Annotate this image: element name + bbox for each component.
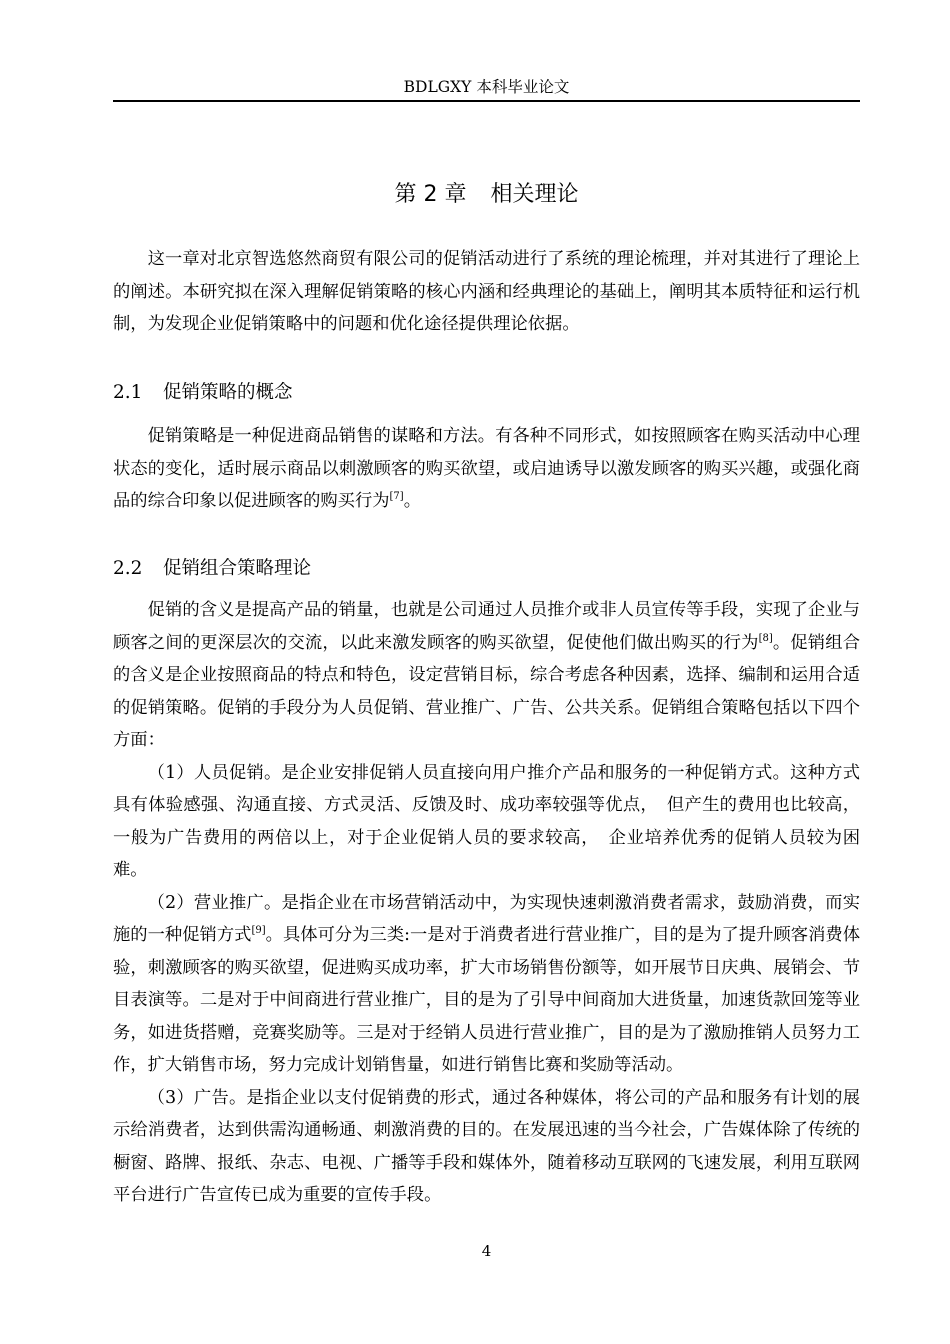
- section-2-2-paragraph: [113, 594, 860, 757]
- paragraph-text-continued: 。促销组合的含义是企业按照商品的特点和特色，设定营销目标，综合考虑各种因素，选择、编制和运用合适的促销策略。促销的手段分为人员促销、营业推广、广告、公共关系。促销组合策略包括以下四个方面：: [113, 632, 860, 750]
- chapter-title: 相关理论: [490, 182, 579, 207]
- paragraph-text: 促销的含义是提高产品的销量，也就是公司通过人员推介或非人员宣传等手段，实现了企业与顾客之间的更深层次的交流，以此来激发顾客的购买欲望，促使他们做出购买的行为: [113, 600, 860, 653]
- intro-block: [113, 243, 860, 341]
- section-title: 促销组合策略理论: [163, 558, 312, 579]
- chapter-number: 第 2 章: [394, 182, 467, 207]
- paragraph-text: 促销策略是一种促进商品销售的谋略和方法。有各种不同形式，如按照顾客在购买活动中心理状态的变化，适时展示商品以刺激顾客的购买欲望，或启迪诱导以激发顾客的购买兴趣，或强化商品的综合印象以促进顾客的购买行为: [113, 426, 860, 511]
- section-2-2-block: [113, 594, 860, 1212]
- citation: [9]: [251, 925, 266, 936]
- list-item-personal-selling: （1）人员促销。是企业安排促销人员直接向用户推介产品和服务的一种促销方式。这种方式具有体验感强、沟通直接、方式灵活、反馈及时、成功率较强等优点， 但产生的费用也比较高，一般为广告费用的两倍以上，对于企业促销人员的要求较高， 企业培养优秀的促销人员较为困难。: [113, 762, 860, 880]
- list-item-advertising: （3）广告。是指企业以支付促销费的形式，通过各种媒体，将公司的产品和服务有计划的展示给消费者，达到供需沟通畅通、刺激消费的目的。在发展迅速的当今社会，广告媒体除了传统的橱窗、路牌、报纸、杂志、电视、广播等手段和媒体外，随着移动互联网的飞速发展，利用互联网平台进行广告宣传已成为重要的宣传手段。: [113, 1087, 860, 1205]
- citation: [7]: [389, 491, 404, 502]
- paragraph-text-continued: 。具体可分为三类:一是对于消费者进行营业推广，目的是为了提升顾客消费体验，刺激顾客的购买欲望，促进购买成功率，扩大市场销售份额等，如开展节日庆典、展销会、节目表演等。二是对于中间商进行营业推广，目的是为了引导中间商加大进货量，加速货款回笼等业务，如进货搭赠，竞赛奖励等。三是对于经销人员进行营业推广，目的是为了激励推销人员努力工作，扩大销售市场，努力完成计划销售量，如进行销售比赛和奖励等活动。: [113, 925, 860, 1075]
- list-item-sales-promotion: [113, 887, 860, 1082]
- section-2-1-block: [113, 420, 860, 518]
- header-divider: [113, 100, 860, 102]
- running-header: BDLGXY 本科毕业论文: [403, 78, 570, 96]
- chapter-heading: [113, 178, 860, 212]
- section-number: 2.1: [113, 382, 143, 403]
- section-heading-2-1: [113, 378, 860, 408]
- citation: [8]: [758, 632, 773, 644]
- paragraph-text: （2）营业推广。是指企业在市场营销活动中，为实现快速刺激消费者需求，鼓励消费，而实施的一种促销方式: [113, 892, 860, 945]
- section-2-1-paragraph: [113, 420, 860, 518]
- paragraph-tail: 。: [403, 491, 421, 511]
- page-number: 4: [481, 1242, 492, 1260]
- section-heading-2-2: [113, 554, 860, 584]
- intro-paragraph: 这一章对北京智选悠然商贸有限公司的促销活动进行了系统的理论梳理，并对其进行了理论上的阐述。本研究拟在深入理解促销策略的核心内涵和经典理论的基础上，阐明其本质特征和运行机制，为发现企业促销策略中的问题和优化途径提供理论依据。: [113, 249, 860, 334]
- section-title: 促销策略的概念: [163, 382, 293, 403]
- section-number: 2.2: [113, 558, 143, 579]
